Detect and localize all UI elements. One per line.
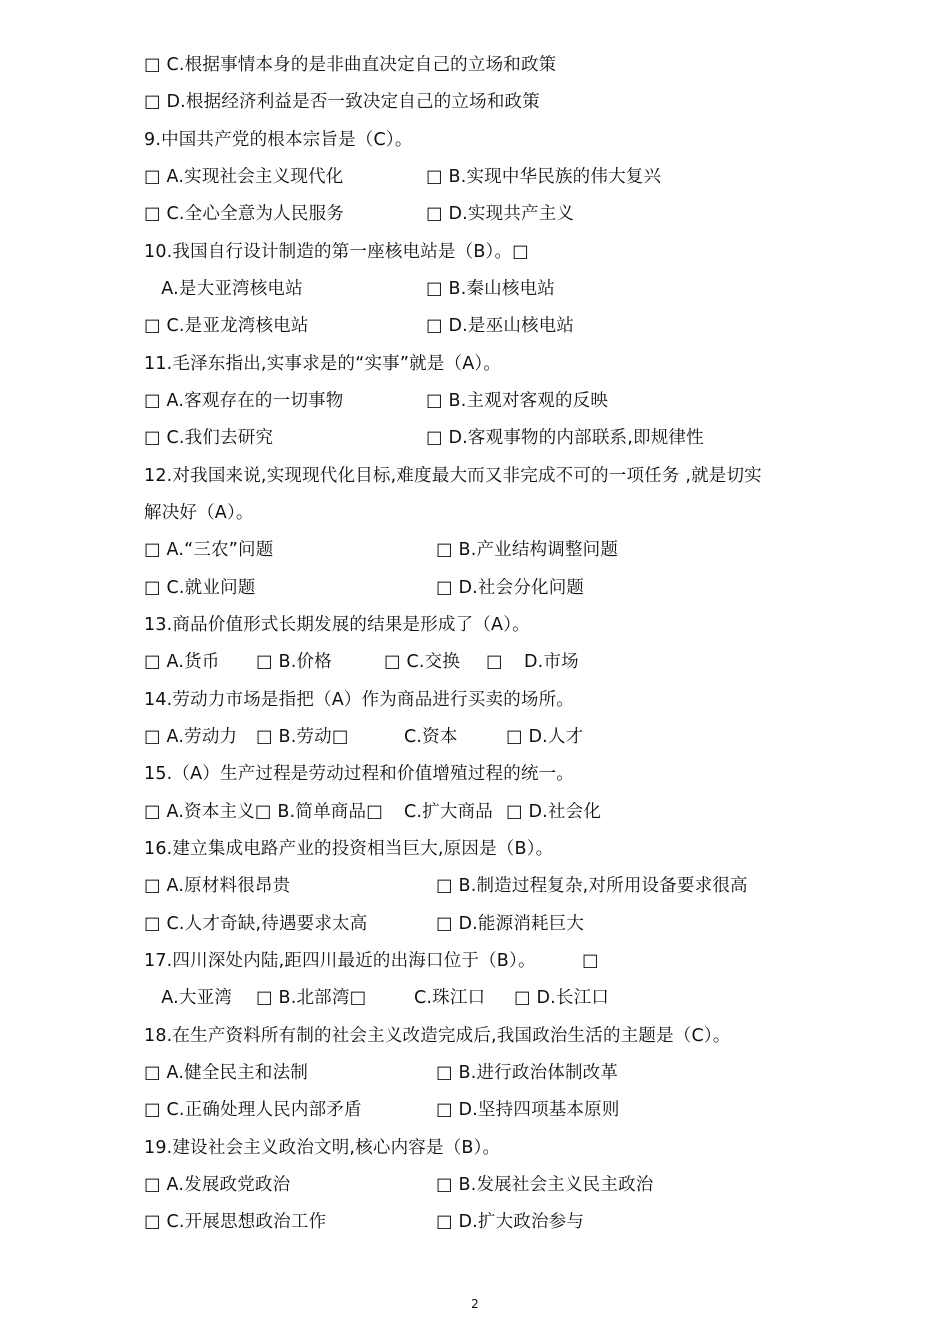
answer-option: □ B.实现中华民族的伟大复兴 [426,167,662,187]
line-text: □ D.根据经济利益是否一致决定自己的立场和政策 [144,92,540,112]
answer-option: □ D.社会化 [506,802,602,822]
answer-option: □ A.原材料很昂贵 [144,876,291,896]
answer-option: □ A.货币 [144,652,220,672]
answer-option: □ C.交换 [384,652,461,672]
answer-option: □ C.正确处理人民内部矛盾 [144,1100,362,1120]
answer-option: □ A.资本主义□ B.简单商品□ [144,802,383,822]
answer-option: □ B.主观对客观的反映 [426,391,609,411]
answer-option: □ A.健全民主和法制 [144,1063,309,1083]
answer-option: □ A.“三农”问题 [144,540,274,560]
answer-option: □ C.就业问题 [144,578,256,598]
answer-option: C.扩大商品 [404,802,493,822]
answer-option: □ D.是巫山核电站 [426,316,575,336]
answer-option: C.珠江口 [414,988,486,1008]
line-text: 13.商品价值形式长期发展的结果是形成了（A）。 [144,615,530,635]
answer-option: □ D.客观事物的内部联系,即规律性 [426,428,704,448]
answer-option: □ D.社会分化问题 [436,578,585,598]
answer-option: □ B.北部湾□ [256,988,367,1008]
line-text: □ C.根据事情本身的是非曲直决定自己的立场和政策 [144,55,557,75]
answer-option: □ A.实现社会主义现代化 [144,167,344,187]
answer-option: D.市场 [524,652,579,672]
answer-option: □ D.长江口 [514,988,610,1008]
line-text: 12.对我国来说,实现现代化目标,难度最大而又非完成不可的一项任务 ,就是切实 [144,466,762,486]
answer-option: □ B.进行政治体制改革 [436,1063,619,1083]
line-text: 11.毛泽东指出,实事求是的“实事”就是（A）。 [144,354,502,374]
answer-option: □ D.人才 [506,727,584,747]
answer-option: 17.四川深处内陆,距四川最近的出海口位于（B）。 [144,951,536,971]
answer-option: □ B.秦山核电站 [426,279,555,299]
line-text: 15.（A）生产过程是劳动过程和价值增殖过程的统一。 [144,764,575,784]
answer-option: □ C.开展思想政治工作 [144,1212,327,1232]
answer-option: □ D.实现共产主义 [426,204,575,224]
answer-option: □ A.客观存在的一切事物 [144,391,344,411]
line-text: 10.我国自行设计制造的第一座核电站是（B）。□ [144,242,529,262]
answer-option: □ A.劳动力 [144,727,238,747]
line-text: 14.劳动力市场是指把（A）作为商品进行买卖的场所。 [144,690,575,710]
line-text: 解决好（A）。 [144,503,254,523]
answer-option: □ B.价格 [256,652,332,672]
answer-option: □ [486,652,503,672]
answer-option: □ B.制造过程复杂,对所用设备要求很高 [436,876,748,896]
answer-option: □ C.是亚龙湾核电站 [144,316,309,336]
line-text: 9.中国共产党的根本宗旨是（C）。 [144,130,413,150]
answer-option: □ B.发展社会主义民主政治 [436,1175,654,1195]
answer-option: A.是大亚湾核电站 [144,279,303,299]
line-text: 16.建立集成电路产业的投资相当巨大,原因是（B）。 [144,839,554,859]
answer-option: □ A.发展政党政治 [144,1175,291,1195]
answer-option: A.大亚湾 [144,988,233,1008]
answer-option: □ [582,951,599,971]
answer-option: □ D.坚持四项基本原则 [436,1100,620,1120]
answer-option: □ D.扩大政治参与 [436,1212,585,1232]
page-number: 2 [471,1297,479,1311]
answer-option: C.资本 [404,727,458,747]
line-text: 19.建设社会主义政治文明,核心内容是（B）。 [144,1138,501,1158]
line-text: 18.在生产资料所有制的社会主义改造完成后,我国政治生活的主题是（C）。 [144,1026,731,1046]
answer-option: □ B.劳动□ [256,727,349,747]
answer-option: □ C.人才奇缺,待遇要求太高 [144,914,368,934]
answer-option: □ C.全心全意为人民服务 [144,204,344,224]
answer-option: □ C.我们去研究 [144,428,274,448]
answer-option: □ D.能源消耗巨大 [436,914,585,934]
answer-option: □ B.产业结构调整问题 [436,540,619,560]
